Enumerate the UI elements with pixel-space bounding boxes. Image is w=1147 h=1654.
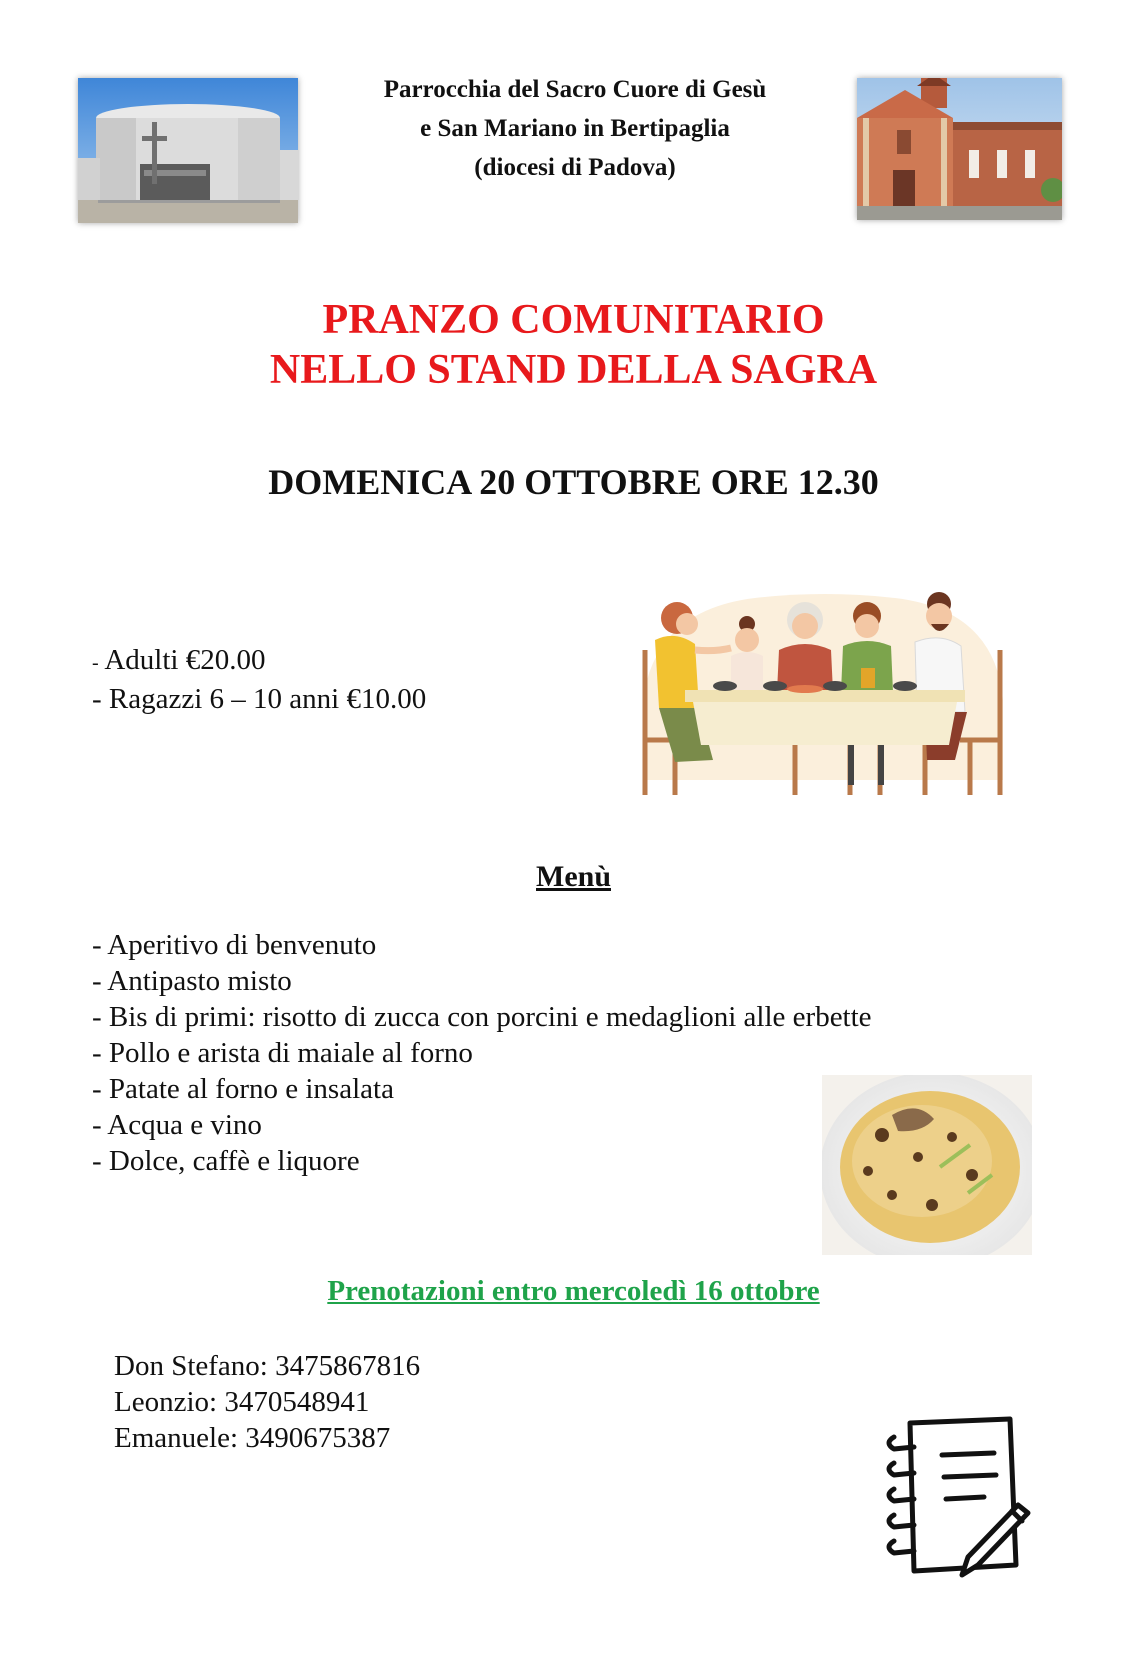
header-line-2: e San Mariano in Bertipaglia: [420, 115, 730, 142]
menu-item: - Pollo e arista di maiale al forno: [92, 1037, 473, 1069]
price-adults-text: Adulti €20.00: [104, 644, 266, 676]
menu-item: - Acqua e vino: [92, 1109, 262, 1141]
menu-item: - Patate al forno e insalata: [92, 1073, 394, 1105]
contact-leonzio: Leonzio: 3470548941: [114, 1386, 370, 1418]
family-dinner-illustration: [635, 590, 1010, 805]
price-list: [92, 642, 426, 717]
booking-deadline: Prenotazioni entro mercoledì 16 ottobre: [327, 1275, 820, 1307]
event-title: [0, 295, 1147, 395]
header-line-3: (diocesi di Padova): [474, 154, 676, 181]
title-line-1: PRANZO COMUNITARIO: [322, 297, 825, 343]
modern-church-photo: [78, 78, 298, 223]
contact-emanuele: Emanuele: 3490675387: [114, 1422, 391, 1454]
event-date: DOMENICA 20 OTTOBRE ORE 12.30: [268, 462, 879, 502]
parish-header: [300, 70, 850, 187]
price-kids: [92, 681, 426, 717]
menu-item: - Dolce, caffè e liquore: [92, 1145, 360, 1177]
contact-don-stefano: Don Stefano: 3475867816: [114, 1350, 421, 1382]
notebook-pencil-icon: [880, 1415, 1040, 1585]
price-adults: [92, 642, 426, 681]
header-line-1: Parrocchia del Sacro Cuore di Gesù: [383, 76, 767, 103]
price-kids-text: Ragazzi 6 – 10 anni €10.00: [108, 683, 427, 715]
menu-item: - Antipasto misto: [92, 965, 292, 997]
menu-list: [92, 927, 872, 1179]
title-line-2: NELLO STAND DELLA SAGRA: [269, 347, 878, 393]
price-kids-dash: -: [92, 683, 102, 715]
brick-church-photo: [857, 78, 1062, 220]
menu-item: - Bis di primi: risotto di zucca con porcini e medaglioni alle erbette: [92, 1001, 872, 1033]
menu-item: - Aperitivo di benvenuto: [92, 929, 377, 961]
contact-list: [114, 1348, 420, 1456]
price-adults-dash: -: [92, 652, 99, 674]
risotto-photo: [822, 1075, 1032, 1255]
menu-heading: Menù: [536, 860, 611, 893]
